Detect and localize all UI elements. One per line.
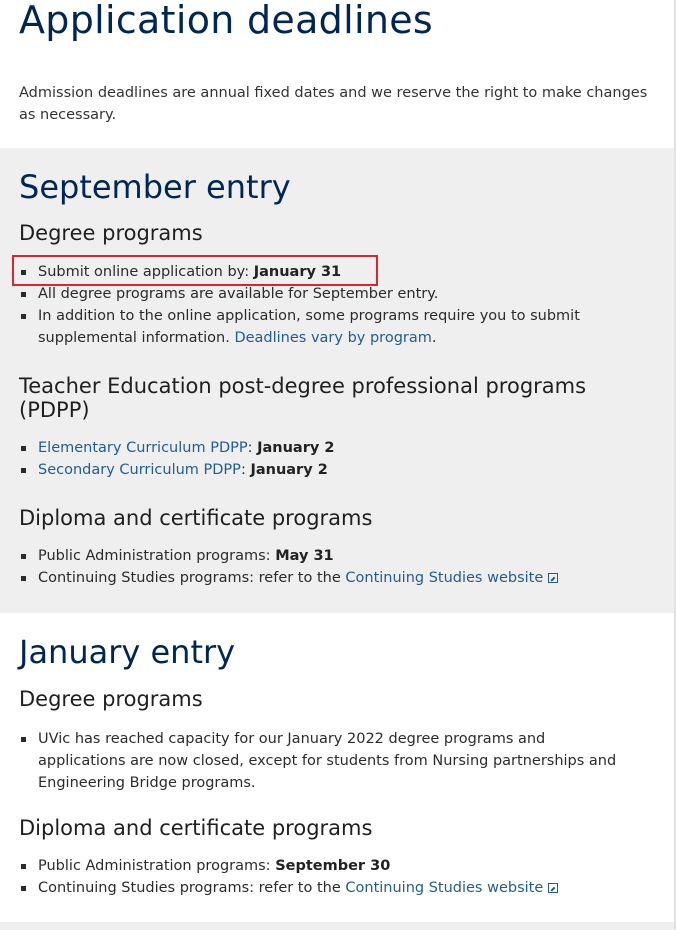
deadline-date: January 31 bbox=[253, 264, 342, 280]
list-item-text: Submit online application by: bbox=[38, 264, 254, 280]
intro-text: Admission deadlines are annual fixed dates and we reserve the right to make changes as necessary. bbox=[19, 85, 648, 123]
list-item bbox=[19, 545, 639, 567]
continuing-studies-link[interactable] bbox=[345, 880, 558, 896]
list-item bbox=[19, 728, 629, 794]
list-item bbox=[19, 437, 639, 459]
highlight-annotation bbox=[12, 255, 378, 286]
list-item-text: In addition to the online application, some programs require you to submit supplemental information. bbox=[38, 308, 580, 346]
list-item-text: All degree programs are available for September entry. bbox=[38, 286, 439, 302]
deadline-date: January 2 bbox=[250, 462, 328, 478]
link-label[interactable]: Continuing Studies website bbox=[345, 880, 544, 896]
deadline-date: May 31 bbox=[275, 548, 334, 564]
external-link-icon bbox=[548, 573, 558, 583]
continuing-studies-link[interactable] bbox=[345, 570, 558, 586]
january-diploma-list bbox=[19, 855, 639, 899]
list-item-text: Continuing Studies programs: refer to the bbox=[38, 570, 346, 586]
january-degree-list bbox=[19, 728, 629, 794]
september-entry-section bbox=[0, 148, 674, 613]
list-item-text: . bbox=[431, 330, 437, 346]
january-entry-title: January entry bbox=[19, 633, 236, 671]
secondary-pdpp-link[interactable]: Secondary Curriculum PDPP bbox=[38, 462, 241, 478]
list-item bbox=[19, 855, 639, 877]
list-item bbox=[19, 305, 639, 349]
january-diploma-heading: Diploma and certificate programs bbox=[19, 816, 373, 840]
link-label[interactable]: Continuing Studies website bbox=[345, 570, 544, 586]
list-item-text: Continuing Studies programs: refer to the bbox=[38, 880, 346, 896]
deadlines-vary-link[interactable]: Deadlines vary by program bbox=[234, 330, 432, 346]
list-item-text: : bbox=[247, 440, 258, 456]
january-entry-section bbox=[0, 613, 674, 922]
list-item-text: Public Administration programs: bbox=[38, 858, 276, 874]
september-diploma-list bbox=[19, 545, 639, 589]
list-item-text: Public Administration programs: bbox=[38, 548, 276, 564]
deadline-date: January 2 bbox=[257, 440, 335, 456]
list-item bbox=[19, 877, 639, 899]
september-diploma-heading: Diploma and certificate programs bbox=[19, 506, 373, 530]
teacher-education-heading: Teacher Education post-degree professional programs (PDPP) bbox=[19, 374, 587, 422]
elementary-pdpp-link[interactable]: Elementary Curriculum PDPP bbox=[38, 440, 248, 456]
list-item bbox=[19, 283, 639, 305]
page-title: Application deadlines bbox=[19, 0, 433, 42]
list-item-text: UVic has reached capacity for our January 2022 degree programs and applications are now closed, except for students from Nursing partnerships and Engineering Bridge programs. bbox=[38, 731, 617, 791]
list-item-text: : bbox=[240, 462, 251, 478]
january-degree-heading: Degree programs bbox=[19, 687, 203, 711]
list-item bbox=[19, 459, 639, 481]
list-item bbox=[19, 567, 639, 589]
september-degree-heading: Degree programs bbox=[19, 221, 203, 245]
september-entry-title: September entry bbox=[19, 168, 291, 206]
external-link-icon bbox=[548, 883, 558, 893]
bottom-strip bbox=[0, 922, 674, 930]
teacher-education-list bbox=[19, 437, 639, 481]
deadline-date: September 30 bbox=[275, 858, 391, 874]
intro-section bbox=[0, 0, 674, 148]
